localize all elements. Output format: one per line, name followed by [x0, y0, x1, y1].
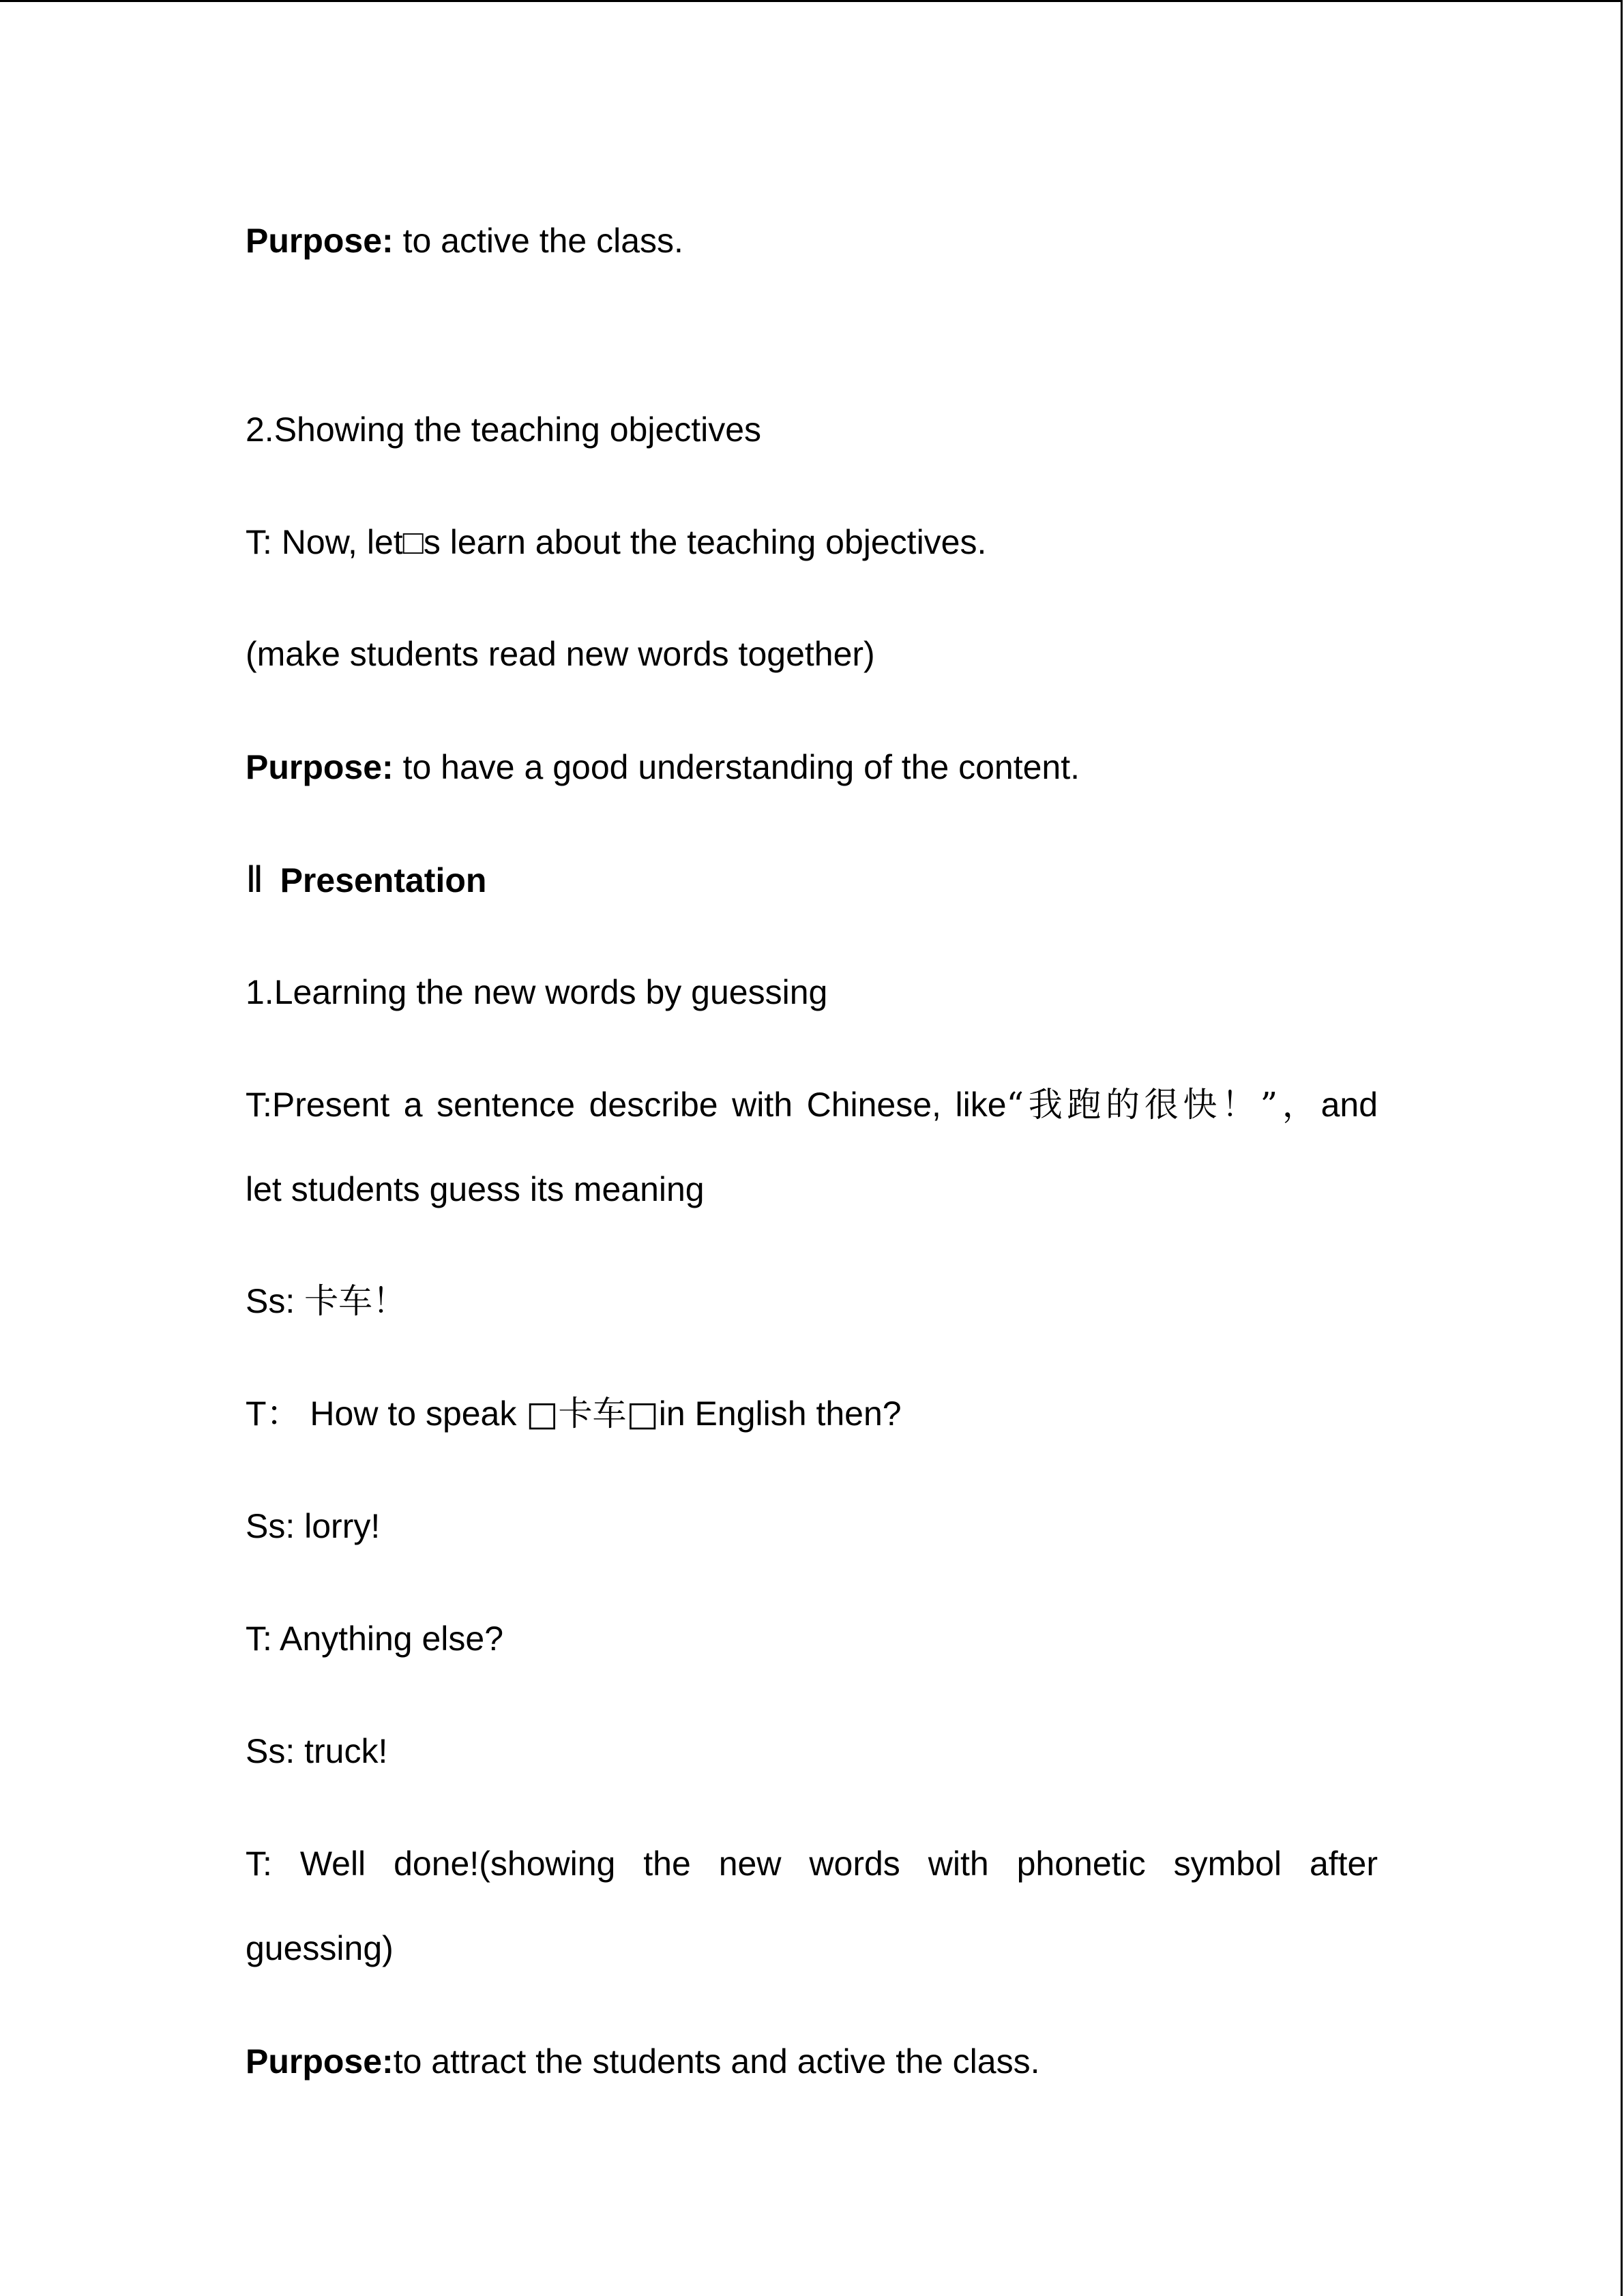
- purpose-paragraph-1: [246, 220, 683, 261]
- purpose-label: Purpose:: [246, 2042, 394, 2081]
- purpose-paragraph-3: [246, 2041, 1039, 2082]
- dialogue-line: [246, 1393, 902, 1434]
- roman-numeral: Ⅱ: [246, 859, 264, 900]
- section-title: Presentation: [280, 861, 487, 899]
- dialogue-text: in English then?: [658, 1395, 902, 1433]
- purpose-text: to attract the students and active the class.: [393, 2042, 1040, 2081]
- paragraph-line: T: Well done!(showing the new words with phonetic symbol after: [246, 1845, 1378, 1883]
- chinese-quote: “我跑的很快！”，: [1006, 1085, 1321, 1124]
- chinese-text: 卡车！: [304, 1281, 407, 1321]
- subsection-heading: 1.Learning the new words by guessing: [246, 973, 828, 1011]
- instruction-line: (make students read new words together): [246, 635, 875, 673]
- paragraph-line: [246, 1084, 1378, 1125]
- paragraph-line: let students guess its meaning: [246, 1170, 705, 1208]
- dialogue-line: T: Now, let□s learn about the teaching objectives.: [246, 523, 987, 561]
- dialogue-line: [246, 1281, 407, 1322]
- speaker-text: T： How to speak: [246, 1395, 527, 1433]
- dialogue-line: Ss: truck!: [246, 1732, 388, 1770]
- section-heading-objectives: 2.Showing the teaching objectives: [246, 411, 762, 449]
- paragraph-text: and: [1320, 1086, 1378, 1124]
- purpose-text: to active the class.: [393, 222, 683, 260]
- chinese-text: □卡车□: [526, 1394, 659, 1433]
- speaker-text: Ss:: [246, 1282, 305, 1320]
- purpose-label: Purpose:: [246, 222, 394, 260]
- dialogue-line: Ss: lorry!: [246, 1507, 381, 1545]
- purpose-paragraph-2: [246, 747, 1080, 788]
- purpose-label: Purpose:: [246, 748, 394, 786]
- paragraph-text: T:Present a sentence describe with Chinese, like: [246, 1086, 1007, 1124]
- dialogue-line: T: Anything else?: [246, 1620, 504, 1658]
- paragraph-line: guessing): [246, 1929, 394, 1967]
- purpose-text: to have a good understanding of the content.: [393, 748, 1080, 786]
- section-heading-presentation: [246, 859, 486, 901]
